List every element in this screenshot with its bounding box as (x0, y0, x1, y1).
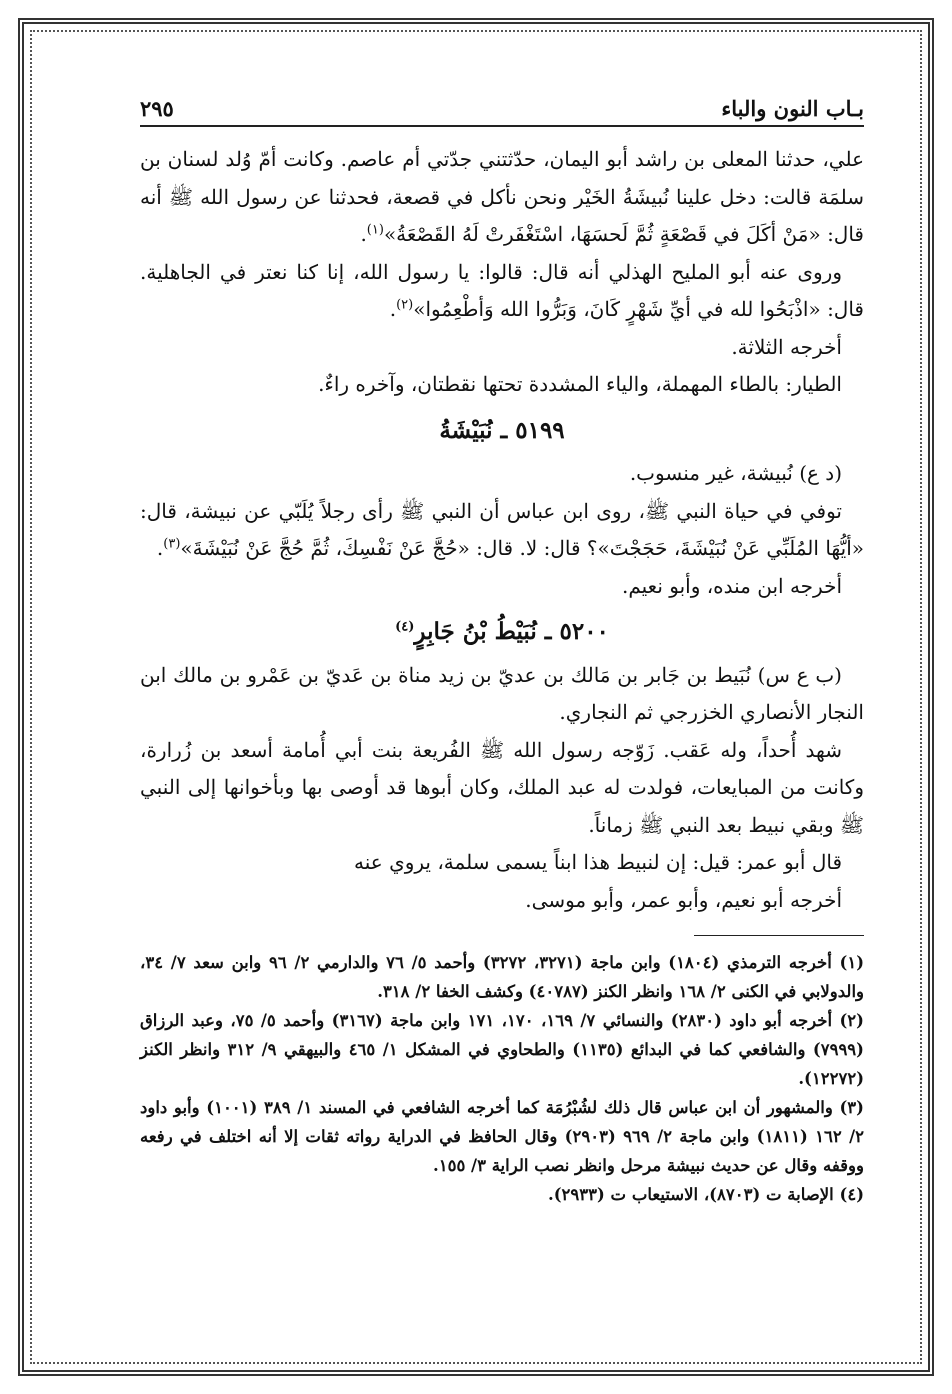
paragraph: شهد أُحداً، وله عَقب. زَوّجه رسول الله ﷺ الفُريعة بنت أبي أُمامة أسعد بن زُرارة، وكانت من المبايعات، فولدت له عبد الملك، وكان أبوها قد أوصى بها وبأخوانها إلى النبي ﷺ وبقي نبيط بعد النبي ﷺ زماناً. (140, 737, 864, 837)
paragraph: علي، حدثنا المعلى بن راشد أبو اليمان، حدّثتني جدّتي أم عاصم. وكانت أمّ وُلد لسنان بن سلمَة قالت: دخل علينا نُبيشَةُ الخَيْر ونحن نأكل في قصعة، فحدثنا عن رسول الله ﷺ أنه قال: «مَنْ أكَلَ في قَصْعَةٍ ثُمَّ لَحسَهَا، اسْتَغْفَرتْ لَهُ القَصْعَةُ»$^{(١)}$. (140, 147, 864, 246)
footnote: (٢) أخرجه أبو داود (٢٨٣٠) والنسائي ٧/ ١٦٩، ١٧٠، ١٧١ وابن ماجة (٣١٦٧) وأحمد ٥/ ٧٥، وعبد الرزاق (٧٩٩٩) والشافعي كما في البدائع (١١٣٥) والطحاوي في المشكل ١/ ٤٦٥ والبيهقي ٩/ ٣١٢ وانظر الكنز (١٢٢٧٢). (140, 1011, 864, 1088)
paragraph: توفي في حياة النبي ﷺ، روى ابن عباس أن النبي ﷺ رأى رجلاً يُلَبّي عن نبيشة، قال: «أيُّهَا المُلَبِّي عَنْ نُبَيْشَةَ، حَجَجْتَ»؟ قال: لا. قال: «حُجَّ عَنْ نَفْسِكَ، ثُمَّ حُجَّ عَنْ نُبَيْشَةَ»$^{(٣)}$. (140, 498, 864, 560)
book-page (140, 96, 864, 1346)
entry-heading: ٥٢٠٠ ـ نُبَيْطُ بْنُ جَابِرٍ$^{(٤)}$ (395, 618, 609, 645)
entry-heading: ٥١٩٩ ـ نُبَيْشَةُ (439, 416, 565, 444)
paragraph: (د ع) نُبيشة، غير منسوب. (629, 461, 842, 485)
footnote: (٤) الإصابة ت (٨٧٠٣)، الاستيعاب ت (٢٩٣٣). (547, 1185, 864, 1204)
footnote-divider (694, 935, 864, 936)
footnote: (١) أخرجه الترمذي (١٨٠٤) وابن ماجة (٣٢٧١، ٣٢٧٢) وأحمد ٥/ ٧٦ والدارمي ٢/ ٩٦ وابن سعد ٧/ ٣٤، والدولابي في الكنى ٢/ ١٦٨ وانظر الكنز (٤٠٧٨٧) وكشف الخفا ٢/ ٣١٨. (140, 953, 865, 1001)
paragraph: أخرجه أبو نعيم، وأبو عمر، وأبو موسى. (525, 887, 842, 912)
paragraph: أخرجه الثلاثة. (731, 334, 842, 359)
running-header (140, 96, 864, 127)
page-number: ٢٩٥ (140, 96, 174, 121)
footnote: (٣) والمشهور أن ابن عباس قال ذلك لشُبْرُمَة كما أخرجه الشافعي في المسند ١/ ٣٨٩ (١٠٠١) وأبو داود ٢/ ١٦٢ (١٨١١) وابن ماجة ٢/ ٩٦٩ (٢٩٠٣) وقال الحافظ في الدراية رواته ثقات إلا أنه اختلف في رفعه ووقفه وقال عن حديث نبيشة مرحل وانظر نصب الراية ٣/ ١٥٥. (140, 1098, 864, 1175)
chapter-title: بـاب النون والباء (721, 96, 864, 121)
paragraph: قال أبو عمر: قيل: إن لنبيط هذا ابناً يسمى سلمة، يروي عنه (354, 850, 842, 874)
main-text (140, 141, 864, 919)
paragraph: وروى عنه أبو المليح الهذلي أنه قال: قالوا: يا رسول الله، إنا كنا نعتر في الجاهلية. قال: «اذْبَحُوا لله في أيِّ شَهْرٍ كَانَ، وَبَرُّوا الله وَأطْعِمُوا»$^{(٢)}$. (140, 259, 864, 321)
paragraph: الطيار: بالطاء المهملة، والياء المشددة تحتها نقطتان، وآخره راءٌ. (318, 372, 842, 396)
paragraph: أخرجه ابن منده، وأبو نعيم. (621, 573, 842, 598)
footnotes (140, 948, 864, 1209)
paragraph: (ب ع س) نُبَيط بن جَابر بن مَالك بن عديّ بن زيد مناة بن عَديّ بن عَمْرو بن مالك ابن النجار الأنصاري الخزرجي ثم النجاري. (140, 662, 864, 724)
